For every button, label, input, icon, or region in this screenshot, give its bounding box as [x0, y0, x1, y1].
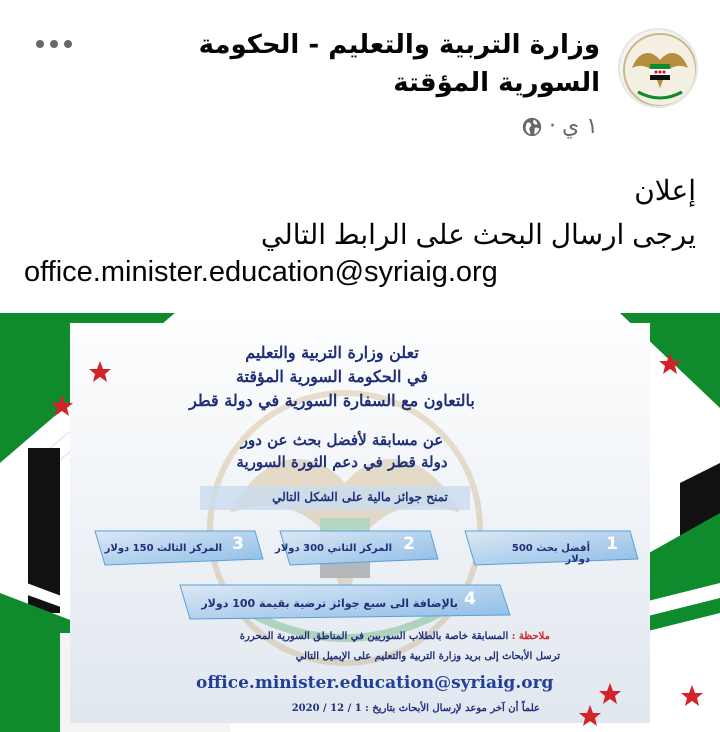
poster-headline-2: في الحكومة السورية المؤقتة: [235, 367, 429, 386]
poster-headline-1: تعلن وزارة التربية والتعليم: [245, 343, 419, 362]
prize-2-number: 2: [403, 534, 415, 554]
page-avatar[interactable]: [618, 28, 698, 108]
globe-icon[interactable]: [521, 116, 543, 138]
email-text: office.minister.education@syriaig.org: [24, 256, 498, 288]
post-meta: [521, 114, 598, 139]
post-time[interactable]: ١ ي: [561, 114, 598, 139]
note-text: المسابقة خاصة بالطلاب السوريين في المناطق السورية المحررة: [239, 631, 509, 642]
prize-3-label: المركز الثالث 150 دولار: [104, 543, 222, 554]
prize-4-label: بالإضافة الى سبع جوائز ترضية بقيمة 100 دولار: [201, 597, 458, 610]
poster-send-text: ترسل الأبحاث إلى بريد وزارة التربية والتعليم على الإيميل التالي: [295, 651, 560, 662]
poster-image[interactable]: [0, 313, 720, 732]
poster-subheadline-1: عن مسابقة لأفضل بحث عن دور: [240, 431, 444, 449]
request-text: يرجى ارسال البحث على الرابط التالي: [260, 219, 696, 250]
post-header: [0, 0, 720, 150]
prize-2-label: المركز الثاني 300 دولار: [275, 543, 392, 554]
poster-note: [150, 631, 550, 642]
prize-1-number: 1: [606, 534, 618, 554]
poster-email: office.minister.education@syriaig.org: [196, 673, 554, 693]
more-options-icon[interactable]: [34, 32, 74, 56]
note-label: ملاحظة :: [511, 631, 550, 642]
page-name-link[interactable]: وزارة التربية والتعليم - الحكومة السورية المؤقتة: [198, 30, 600, 98]
announcement-text: إعلان: [634, 175, 696, 206]
prize-3-number: 3: [232, 534, 244, 554]
prize-1-label: أفضل بحث 500 دولار: [511, 543, 590, 565]
prizes-heading: تمنح جوائز مالية على الشكل التالي: [272, 490, 448, 504]
poster-subheadline-2: دولة قطر في دعم الثورة السورية: [236, 453, 448, 471]
prize-4-number: 4: [464, 589, 476, 609]
poster-headline-3: بالتعاون مع السفارة السورية في دولة قطر: [189, 391, 475, 410]
poster-deadline: علماً أن آخر موعد لإرسال الأبحاث بتاريخ : 1 / 12 / 2020: [291, 703, 540, 714]
ministry-logo: [620, 30, 698, 108]
meta-separator: ·: [548, 114, 556, 139]
